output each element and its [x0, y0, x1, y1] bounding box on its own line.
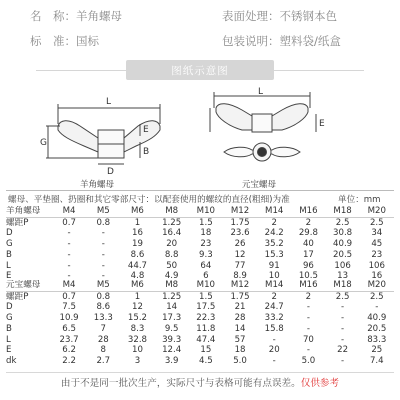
table-cell: 0.7	[62, 291, 76, 302]
table-cell: 20	[166, 239, 178, 250]
table-cell: 25	[371, 345, 383, 356]
size-header-cell: M10	[189, 280, 223, 291]
size-header-cell: M5	[86, 206, 120, 217]
unit-label: 单位：mm	[338, 195, 381, 205]
table-cell: 8.6	[130, 249, 145, 260]
footer-note	[0, 375, 400, 389]
table-cell: 2	[271, 291, 277, 302]
table-cell: -	[67, 249, 71, 260]
table-cell: 1.75	[230, 291, 250, 302]
table-cell: 13	[337, 271, 349, 282]
table-row	[6, 313, 394, 324]
size-header-cell: M10	[189, 206, 223, 217]
table-cell: 17.5	[196, 302, 216, 313]
table-cell: 9.3	[199, 249, 213, 260]
table-header-row	[6, 206, 394, 217]
table-cell: -	[341, 334, 345, 345]
table-cell: 30.8	[333, 228, 353, 239]
table-cell: -	[306, 323, 310, 334]
wing-nut-drawing	[40, 90, 190, 176]
table-cell: 2.5	[335, 291, 350, 302]
table-cell: 4.9	[164, 271, 179, 282]
table-cell: 16	[371, 271, 383, 282]
yuanbao-nut-caption: 元宝螺母	[242, 180, 277, 190]
table-cell: 20.5	[367, 323, 387, 334]
table-cell: 64	[200, 260, 212, 271]
table-cell: 40.9	[367, 313, 387, 324]
table-cell: 28	[97, 334, 109, 345]
table-cell: -	[101, 260, 105, 271]
table-cell: 10	[132, 345, 143, 356]
size-header-cell: M16	[291, 206, 325, 217]
table-cell: 20.5	[333, 249, 353, 260]
table-cell: 40.9	[333, 239, 353, 250]
row-label-cell: B	[6, 249, 12, 260]
table-cell: 6.5	[62, 323, 76, 334]
table-row	[6, 250, 394, 261]
table-cell: 11.8	[196, 323, 216, 334]
table-cell: 106	[368, 260, 385, 271]
table-cell: 1	[134, 217, 141, 228]
table-cell: 2	[271, 217, 277, 228]
table-cell: 2.5	[335, 217, 350, 228]
wing-nut-caption: 羊角螺母	[80, 180, 115, 190]
table-cell: 0.8	[96, 291, 111, 302]
table-cell: 16	[132, 228, 143, 239]
table-cell: 5.0	[301, 355, 316, 366]
size-header-cell: M8	[155, 280, 189, 291]
table-cell: 9.5	[164, 323, 179, 334]
table-row	[6, 228, 394, 239]
banner-line-left	[36, 70, 126, 71]
table-cell: 4.5	[199, 355, 213, 366]
table-cell: 22	[337, 345, 349, 356]
table-cell: -	[67, 271, 71, 282]
table-cell: 2	[305, 217, 312, 228]
footer-divider	[6, 372, 394, 373]
table-cell: -	[272, 355, 276, 366]
table-cell: 2.5	[369, 291, 384, 302]
table-cell: 23	[371, 249, 383, 260]
package-label: 包装说明：	[222, 34, 280, 48]
table-cell: 6	[203, 271, 209, 282]
yuanbao-label-E: E	[319, 119, 325, 129]
table-cell: 10.5	[298, 271, 318, 282]
table-cell: 4.8	[130, 271, 145, 282]
table-cell: 39.3	[162, 334, 182, 345]
row-label-cell: D	[6, 228, 13, 239]
table-cell: -	[272, 334, 276, 345]
footer-highlight: 仅供参考	[300, 378, 340, 389]
standard-label: 标 准：	[30, 34, 76, 48]
row-label-cell: D	[6, 302, 13, 313]
size-header-cell: M12	[223, 280, 257, 291]
table-cell: 96	[302, 260, 314, 271]
table-cell: 15.3	[264, 249, 284, 260]
table-cell: 2	[305, 291, 312, 302]
table-cell: 5.0	[233, 355, 247, 366]
banner-line-right	[274, 70, 364, 71]
table-cell: -	[67, 228, 71, 239]
row-label-cell: 螺距P	[6, 217, 29, 228]
size-header-cell: M14	[257, 206, 291, 217]
wing-nut-table	[6, 206, 394, 282]
table-cell: 57	[234, 334, 246, 345]
table-cell: 8.8	[164, 249, 179, 260]
row-label-cell: E	[6, 271, 12, 282]
table-cell: -	[67, 260, 71, 271]
table-cell: 77	[234, 260, 246, 271]
wing-label-G: G	[40, 138, 47, 148]
table-cell: -	[101, 228, 105, 239]
table-cell: 18	[234, 345, 246, 356]
table-cell: -	[101, 239, 105, 250]
table-cell: 8.3	[130, 323, 145, 334]
table-cell: 1.25	[162, 217, 182, 228]
table-cell: 8.9	[233, 271, 247, 282]
table-cell: 106	[334, 260, 351, 271]
surface-label: 表面处理：	[222, 9, 280, 23]
table-cell: 6.2	[62, 345, 76, 356]
yuanbao-nut-drawing	[206, 86, 332, 178]
table-cell: -	[67, 239, 71, 250]
table-cell: 23.6	[230, 228, 250, 239]
table-cell: 21	[234, 302, 246, 313]
table-cell: 26	[234, 239, 246, 250]
table-cell: 44.7	[127, 260, 148, 271]
table-cell: 24.2	[264, 228, 284, 239]
table-cell: 50	[166, 260, 178, 271]
standard-row	[30, 33, 99, 49]
size-header-cell: M4	[52, 206, 86, 217]
size-header-cell: M20	[360, 206, 394, 217]
table-cell: 1.5	[199, 217, 213, 228]
table-description: 螺母、平垫圈、扔圈和其它零部尺寸：以配套使用的螺纹的直径(粗细)为准	[8, 195, 290, 205]
table-cell: 2.5	[369, 217, 384, 228]
table-cell: 0.7	[62, 217, 76, 228]
table-cell: 8	[100, 345, 107, 356]
table-cell: -	[341, 355, 345, 366]
table-cell: 13.3	[93, 313, 113, 324]
row-label-cell: G	[6, 313, 13, 324]
surface-row	[222, 8, 337, 24]
table-cell: 33.2	[264, 313, 284, 324]
table-row	[6, 239, 394, 250]
table-cell: 17	[302, 249, 314, 260]
table-cell: 83.3	[367, 334, 387, 345]
table-cell: 20	[268, 345, 280, 356]
table-cell: -	[306, 313, 310, 324]
table-cell: -	[341, 323, 345, 334]
table-row	[6, 324, 394, 335]
size-header-cell: M5	[86, 280, 120, 291]
size-header-cell: M6	[120, 280, 154, 291]
table-cell: 12	[132, 302, 143, 313]
table-cell: 7.5	[62, 302, 76, 313]
row-label-cell: B	[6, 323, 12, 334]
table-cell: 14	[166, 302, 178, 313]
yuanbao-label-L: L	[258, 87, 264, 97]
name-row	[30, 8, 122, 24]
table-cell: 29.8	[298, 228, 318, 239]
table-cell: -	[306, 345, 310, 356]
table-cell: 7.4	[369, 355, 384, 366]
table-cell: 2.7	[96, 355, 111, 366]
table-cell: -	[375, 302, 379, 313]
table-divider	[6, 190, 394, 191]
table-cell: -	[341, 313, 345, 324]
table-cell: -	[101, 249, 105, 260]
table-cell: 15.8	[264, 323, 284, 334]
standard-value: 国标	[76, 34, 99, 48]
table-cell: 70	[302, 334, 314, 345]
table-cell: 14	[234, 323, 246, 334]
drawing-banner: 图纸示意图	[126, 60, 274, 80]
table-cell: 1.75	[230, 217, 250, 228]
row-label-cell: L	[6, 260, 11, 271]
table-row	[6, 356, 394, 367]
surface-value: 不锈钢本色	[279, 9, 337, 23]
table-cell: 0.8	[96, 217, 111, 228]
row-label-cell: dk	[6, 355, 17, 366]
name-value: 羊角螺母	[76, 9, 122, 23]
table-cell: 28	[234, 313, 246, 324]
table-cell: 8.6	[96, 302, 111, 313]
table-cell: 1.25	[162, 291, 182, 302]
row-label-cell: G	[6, 239, 13, 250]
table-cell: 3	[134, 355, 141, 366]
table-cell: -	[101, 271, 105, 282]
row-label-cell: E	[6, 345, 12, 356]
table-cell: 1	[134, 291, 141, 302]
table-row	[6, 345, 394, 356]
table-cell: 16.4	[162, 228, 182, 239]
table-cell: 22.3	[196, 313, 216, 324]
table-cell: 10	[268, 271, 280, 282]
table-cell: 3.9	[164, 355, 179, 366]
size-header-cell: M6	[120, 206, 154, 217]
table-cell: 15	[200, 345, 212, 356]
row-label-cell: 螺距P	[6, 291, 29, 302]
table-row	[6, 217, 394, 228]
footer-text: 由于不是同一批次生产，实际尺寸与表格可能有点误差。	[60, 378, 301, 389]
table-cell: 23.7	[59, 334, 79, 345]
table-cell: 47.4	[196, 334, 216, 345]
size-header-cell: M14	[257, 280, 291, 291]
table-row	[6, 335, 394, 346]
table-cell: 91	[268, 260, 280, 271]
table-cell: -	[341, 302, 345, 313]
table-row	[6, 261, 394, 272]
table-cell: 12.4	[162, 345, 182, 356]
table-cell: 32.8	[127, 334, 148, 345]
name-label: 名 称：	[30, 9, 76, 23]
table-cell: -	[306, 302, 310, 313]
yuanbao-nut-table	[6, 280, 394, 367]
table-cell: 12	[234, 249, 246, 260]
table-cell: 2.2	[62, 355, 76, 366]
package-value: 塑料袋/纸盒	[279, 34, 341, 48]
table-cell: 18	[200, 228, 212, 239]
size-header-cell: M4	[52, 280, 86, 291]
table-cell: 35.2	[264, 239, 284, 250]
table-title-cell: 元宝螺母	[6, 280, 52, 291]
size-header-cell: M8	[155, 206, 189, 217]
wing-label-D: D	[107, 167, 114, 176]
table-cell: 24.7	[264, 302, 284, 313]
size-header-cell: M12	[223, 206, 257, 217]
table-cell: 10.9	[59, 313, 79, 324]
table-cell: 15.2	[127, 313, 148, 324]
table-title-cell: 羊角螺母	[6, 206, 52, 217]
package-row	[222, 33, 341, 49]
table-cell: 34	[371, 228, 383, 239]
size-header-cell: M16	[291, 280, 325, 291]
table-cell: 23	[200, 239, 212, 250]
table-row	[6, 291, 394, 302]
table-cell: 45	[371, 239, 383, 250]
wing-label-E: E	[143, 125, 149, 135]
size-header-cell: M18	[326, 280, 360, 291]
table-row	[6, 302, 394, 313]
wing-label-L: L	[106, 97, 112, 107]
table-cell: 7	[100, 323, 107, 334]
table-cell: 19	[132, 239, 143, 250]
table-cell: 1.5	[199, 291, 213, 302]
table-cell: 17.3	[162, 313, 182, 324]
wing-label-B: B	[143, 147, 150, 157]
size-header-cell: M20	[360, 280, 394, 291]
table-cell: 40	[302, 239, 314, 250]
row-label-cell: L	[6, 334, 11, 345]
table-header-row	[6, 280, 394, 291]
size-header-cell: M18	[326, 206, 360, 217]
